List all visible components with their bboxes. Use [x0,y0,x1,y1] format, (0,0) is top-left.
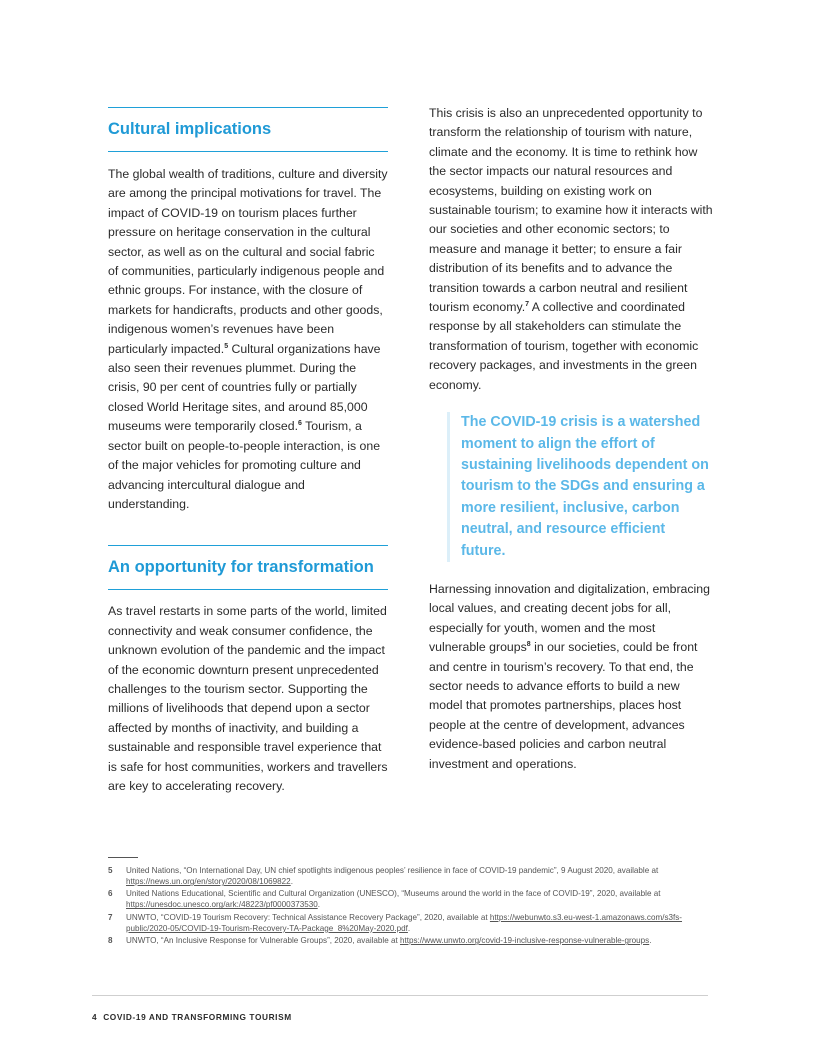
footnote-link[interactable]: https://webunwto.s3.eu-west-1.amazonaws.com/s3fs-public/2020-05/COVID-19-Tourism-Recovery-TA-Package_8%20May-2020.pdf [126,912,683,933]
footnote-divider [108,857,138,858]
footnote-link[interactable]: https://unesdoc.unesco.org/ark:/48223/pf0000373530 [126,900,318,910]
footnotes [108,857,708,947]
cultural-paragraph: The global wealth of traditions, culture and diversity are among the principal motivations for travel. The impact of COVID-19 on tourism places further pressure on heritage conservation in the cultural sector, as well as on the cultural and social fabric of communities, particularly indigenous people and ethnic groups. For instance, with the closure of markets for handicrafts, products and other goods, indigenous women’s revenues have been particularly impacted.$^5$ Cultural organizations have also seen their revenues plummet. During the crisis, 90 per cent of countries fully or partially closed World Heritage sites, and around 85,000 museums were temporarily closed.$^6$ Tourism, a sector built on people-to-people interaction, is one of the major vehicles for promoting culture and advancing intercultural dialogue and understanding. [108,167,388,511]
publication-title: COVID-19 AND TRANSFORMING TOURISM [103,1012,292,1022]
right-column [429,104,713,774]
footnote-item: 7 UNWTO, “COVID-19 Tourism Recovery: Technical Assistance Recovery Package”, 2020, available at https://webunwto.s3.eu-west-1.amazonaws.com/s3fs-public/2020-05/COVID-19-Tourism-Recovery-TA-Package_8%20May-2020.pdf. [108,912,683,933]
pull-quote: The COVID-19 crisis is a watershed moment to align the effort of sustaining livelihoods dependent on tourism to the SDGs and ensuring a more resilient, inclusive, carbon neutral, and resource efficient future. [447,412,713,562]
footnote-number: 8 [108,936,113,946]
footnote-ref-6[interactable]: 6 [297,420,302,428]
section-rule [108,589,388,590]
page-number: 4 [92,1012,98,1022]
left-column [108,107,388,796]
page-footer [92,1012,292,1022]
section-heading-opportunity: An opportunity for transformation [108,558,374,577]
footnote-ref-7[interactable]: 7 [525,301,530,309]
section-rule [108,151,388,152]
footnote-item: 8 UNWTO, “An Inclusive Response for Vulnerable Groups”, 2020, available at https://www.unwto.org/covid-19-inclusive-response-vulnerable-groups. [108,936,652,946]
footnote-ref-5[interactable]: 5 [224,342,229,350]
footnote-number: 7 [108,912,113,922]
footer-divider [92,995,708,996]
footnote-ref-8[interactable]: 8 [526,641,531,649]
footnote-link[interactable]: https://www.unwto.org/covid-19-inclusive-response-vulnerable-groups [399,936,650,946]
opportunity-paragraph: As travel restarts in some parts of the world, limited connectivity and weak consumer confidence, the unknown evolution of the pandemic and the impact of the economic downturn present unprecedented challenges to the tourism sector. Supporting the millions of livelihoods that depend upon a sector affected by months of inactivity, and building a sustainable and responsible travel experience that is safe for host communities, workers and travellers are key to accelerating recovery. [108,604,388,793]
section-heading-cultural: Cultural implications [108,120,272,138]
footnote-item: 5 United Nations, “On International Day, UN chief spotlights indigenous peoples’ resilience in face of COVID-19 pandemic”, 9 August 2020, available at https://news.un.org/en/story/2020/08/1069822. [108,866,659,887]
transformation-paragraph: This crisis is also an unprecedented opportunity to transform the relationship of tourism with nature, climate and the economy. It is time to rethink how the sector impacts our natural resources and ecosystems, building on existing work on sustainable tourism; to examine how it interacts with our societies and other economic sectors; to measure and manage it better; to ensure a fair distribution of its benefits and to advance the transition towards a carbon neutral and resilient tourism economy.$^7$ A collective and coordinated response by all stakeholders can stimulate the transformation of tourism, together with economic recovery packages, and investments in the green economy. [429,106,713,392]
innovation-paragraph: Harnessing innovation and digitalization, embracing local values, and creating decent jobs for all, especially for youth, women and the most vulnerable groups$^8$ in our societies, could be front and centre in tourism’s recovery. To that end, the sector needs to advance efforts to build a new model that promotes partnerships, places host people at the centre of development, advances evidence-based policies and carbon neutral investment and operations. [429,581,710,771]
footnote-link[interactable]: https://news.un.org/en/story/2020/08/1069822 [126,877,291,887]
footnote-number: 6 [108,889,113,899]
footnote-number: 5 [108,866,113,875]
footnote-item: 6 United Nations Educational, Scientific and Cultural Organization (UNESCO), “Museums around the world in the face of COVID-19”, 2020, available at https://unesdoc.unesco.org/ark:/48223/pf0000373530. [108,889,661,910]
